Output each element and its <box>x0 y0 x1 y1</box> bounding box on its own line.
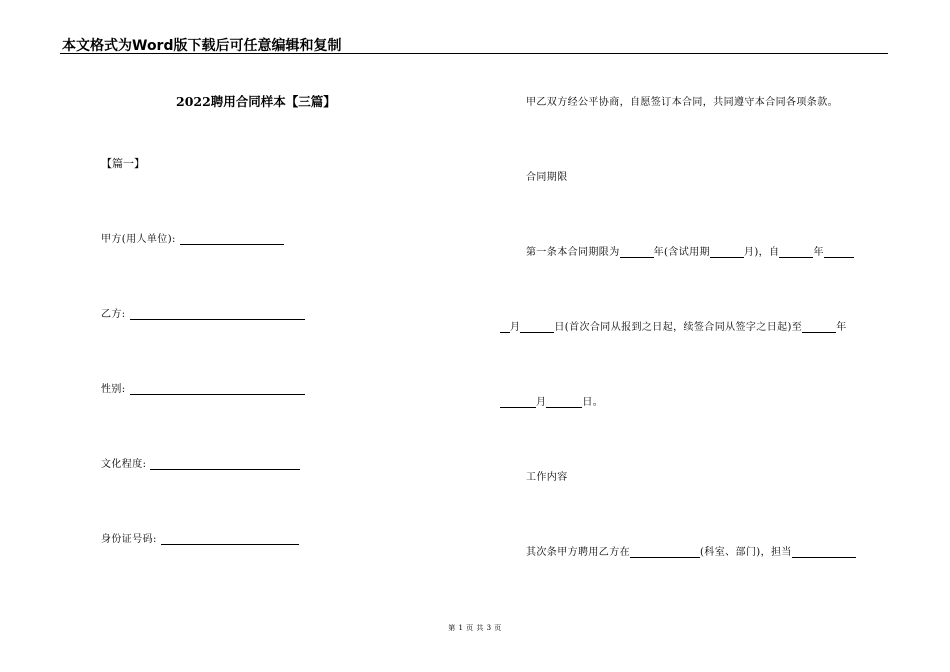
header-divider <box>60 53 888 54</box>
party-b-field <box>101 305 305 320</box>
document-title: 2022聘用合同样本【三篇】 <box>176 94 336 109</box>
blank-end-day <box>546 396 582 408</box>
blank-start-year <box>779 246 813 258</box>
id-number-field <box>101 530 299 545</box>
article-1-text-d: 年 <box>813 247 824 258</box>
work-heading: 工作内容 <box>526 472 568 483</box>
blank-start-month-a <box>824 246 854 258</box>
id-number-label: 身份证号码: <box>101 534 157 545</box>
gender-field <box>101 380 305 395</box>
blank-start-month-b <box>500 321 510 333</box>
article-2-text-a: 其次条甲方聘用乙方在 <box>526 547 630 558</box>
article-1-text-c: 月)，自 <box>743 247 780 258</box>
article-1-text-e: 月 <box>510 322 521 333</box>
education-blank <box>150 457 300 470</box>
blank-start-day <box>520 321 554 333</box>
blank-end-month <box>500 396 536 408</box>
intro-paragraph: 甲乙双方经公平协商，自愿签订本合同，共同遵守本合同各项条款。 <box>526 97 838 108</box>
id-number-blank <box>161 532 299 545</box>
blank-position <box>792 546 856 558</box>
party-a-field <box>101 230 284 245</box>
party-a-label: 甲方(用人单位): <box>101 234 176 245</box>
article-1-line-1 <box>526 243 854 258</box>
article-2-text-b: (科室、部门)，担当 <box>700 547 792 558</box>
gender-blank <box>130 382 305 395</box>
document-header-title: 本文格式为Word版下载后可任意编辑和复制 <box>62 38 342 54</box>
blank-end-year <box>802 321 836 333</box>
section-label: 【篇一】 <box>101 157 145 170</box>
blank-department <box>630 546 700 558</box>
article-2-line-1 <box>526 543 856 558</box>
article-1-text-g: 年 <box>836 322 847 333</box>
blank-years <box>620 246 654 258</box>
party-a-blank <box>180 232 284 245</box>
article-1-text-a: 第一条本合同期限为 <box>526 247 620 258</box>
education-field <box>101 455 300 470</box>
article-1-text-i: 日。 <box>582 397 604 408</box>
article-1-text-f: 日(首次合同从报到之日起，续签合同从签字之日起)至 <box>554 322 803 333</box>
party-b-blank <box>130 307 305 320</box>
article-1-text-h: 月 <box>536 397 547 408</box>
term-heading: 合同期限 <box>526 172 568 183</box>
article-1-line-3 <box>500 393 603 408</box>
article-1-text-b: 年(含试用期 <box>653 247 710 258</box>
article-1-line-2 <box>500 318 847 333</box>
education-label: 文化程度: <box>101 459 147 470</box>
page-number: 第 1 页 共 3 页 <box>448 624 502 632</box>
blank-probation-months <box>710 246 744 258</box>
party-b-label: 乙方: <box>101 309 126 320</box>
gender-label: 性别: <box>101 384 126 395</box>
